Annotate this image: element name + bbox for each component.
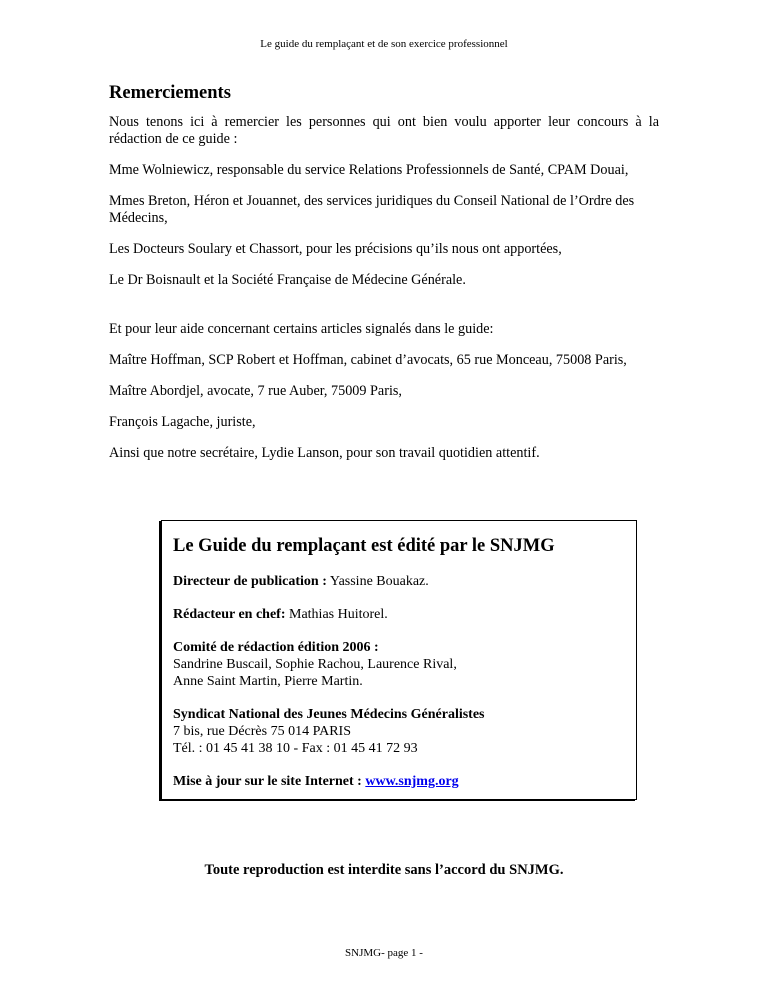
website-update: [173, 773, 636, 790]
editor-value: Mathias Huitorel.: [289, 607, 388, 622]
publication-info-box: [161, 520, 637, 800]
director-value: Yassine Bouakaz.: [329, 574, 429, 589]
editorial-committee: [173, 639, 636, 690]
organization-address: 7 bis, rue Décrès 75 014 PARIS: [173, 724, 351, 739]
box-title: Le Guide du remplaçant est édité par le SNJMG: [173, 536, 555, 556]
copyright-notice: Toute reproduction est interdite sans l’accord du SNJMG.: [204, 862, 564, 878]
acknowledgement-item: Maître Abordjel, avocate, 7 rue Auber, 75009 Paris,: [109, 383, 402, 399]
website-link[interactable]: www.snjmg.org: [365, 774, 459, 789]
acknowledgement-item: Le Dr Boisnault et la Société Française de Médecine Générale.: [109, 272, 466, 288]
chief-editor: [173, 606, 636, 623]
acknowledgement-item: Mme Wolniewicz, responsable du service Relations Professionnels de Santé, CPAM Douai,: [109, 162, 629, 178]
committee-label: Comité de rédaction édition 2006 :: [173, 640, 379, 655]
acknowledgements-body: [109, 114, 659, 476]
organization-name: Syndicat National des Jeunes Médecins Généralistes: [173, 707, 485, 722]
director-label: Directeur de publication :: [173, 574, 327, 589]
committee-members-line: Sandrine Buscail, Sophie Rachou, Laurence Rival,: [173, 657, 457, 672]
acknowledgement-item: François Lagache, juriste,: [109, 414, 256, 430]
acknowledgement-item: Ainsi que notre secrétaire, Lydie Lanson, pour son travail quotidien attentif.: [109, 445, 540, 461]
editor-label: Rédacteur en chef:: [173, 607, 286, 622]
acknowledgement-item: Maître Hoffman, SCP Robert et Hoffman, cabinet d’avocats, 65 rue Monceau, 75008 Paris,: [109, 352, 627, 368]
acknowledgement-item: Les Docteurs Soulary et Chassort, pour les précisions qu’ils nous ont apportées,: [109, 241, 562, 257]
page-title: Remerciements: [109, 83, 231, 103]
acknowledgement-item: Mmes Breton, Héron et Jouannet, des services juridiques du Conseil National de l’Ordre des Médecins,: [109, 193, 635, 226]
committee-members-line: Anne Saint Martin, Pierre Martin.: [173, 674, 363, 689]
update-label: Mise à jour sur le site Internet :: [173, 774, 362, 789]
organization-block: [173, 706, 636, 757]
organization-contact: Tél. : 01 45 41 38 10 - Fax : 01 45 41 72 93: [173, 741, 418, 756]
intro-paragraph: Nous tenons ici à remercier les personnes qui ont bien voulu apporter leur concours à la rédaction de ce guide :: [109, 114, 659, 147]
page-footer: SNJMG- page 1 -: [345, 947, 423, 959]
secondary-intro-paragraph: Et pour leur aide concernant certains articles signalés dans le guide:: [109, 321, 494, 337]
running-header: Le guide du remplaçant et de son exercice professionnel: [260, 38, 508, 50]
publication-director: [173, 573, 636, 590]
